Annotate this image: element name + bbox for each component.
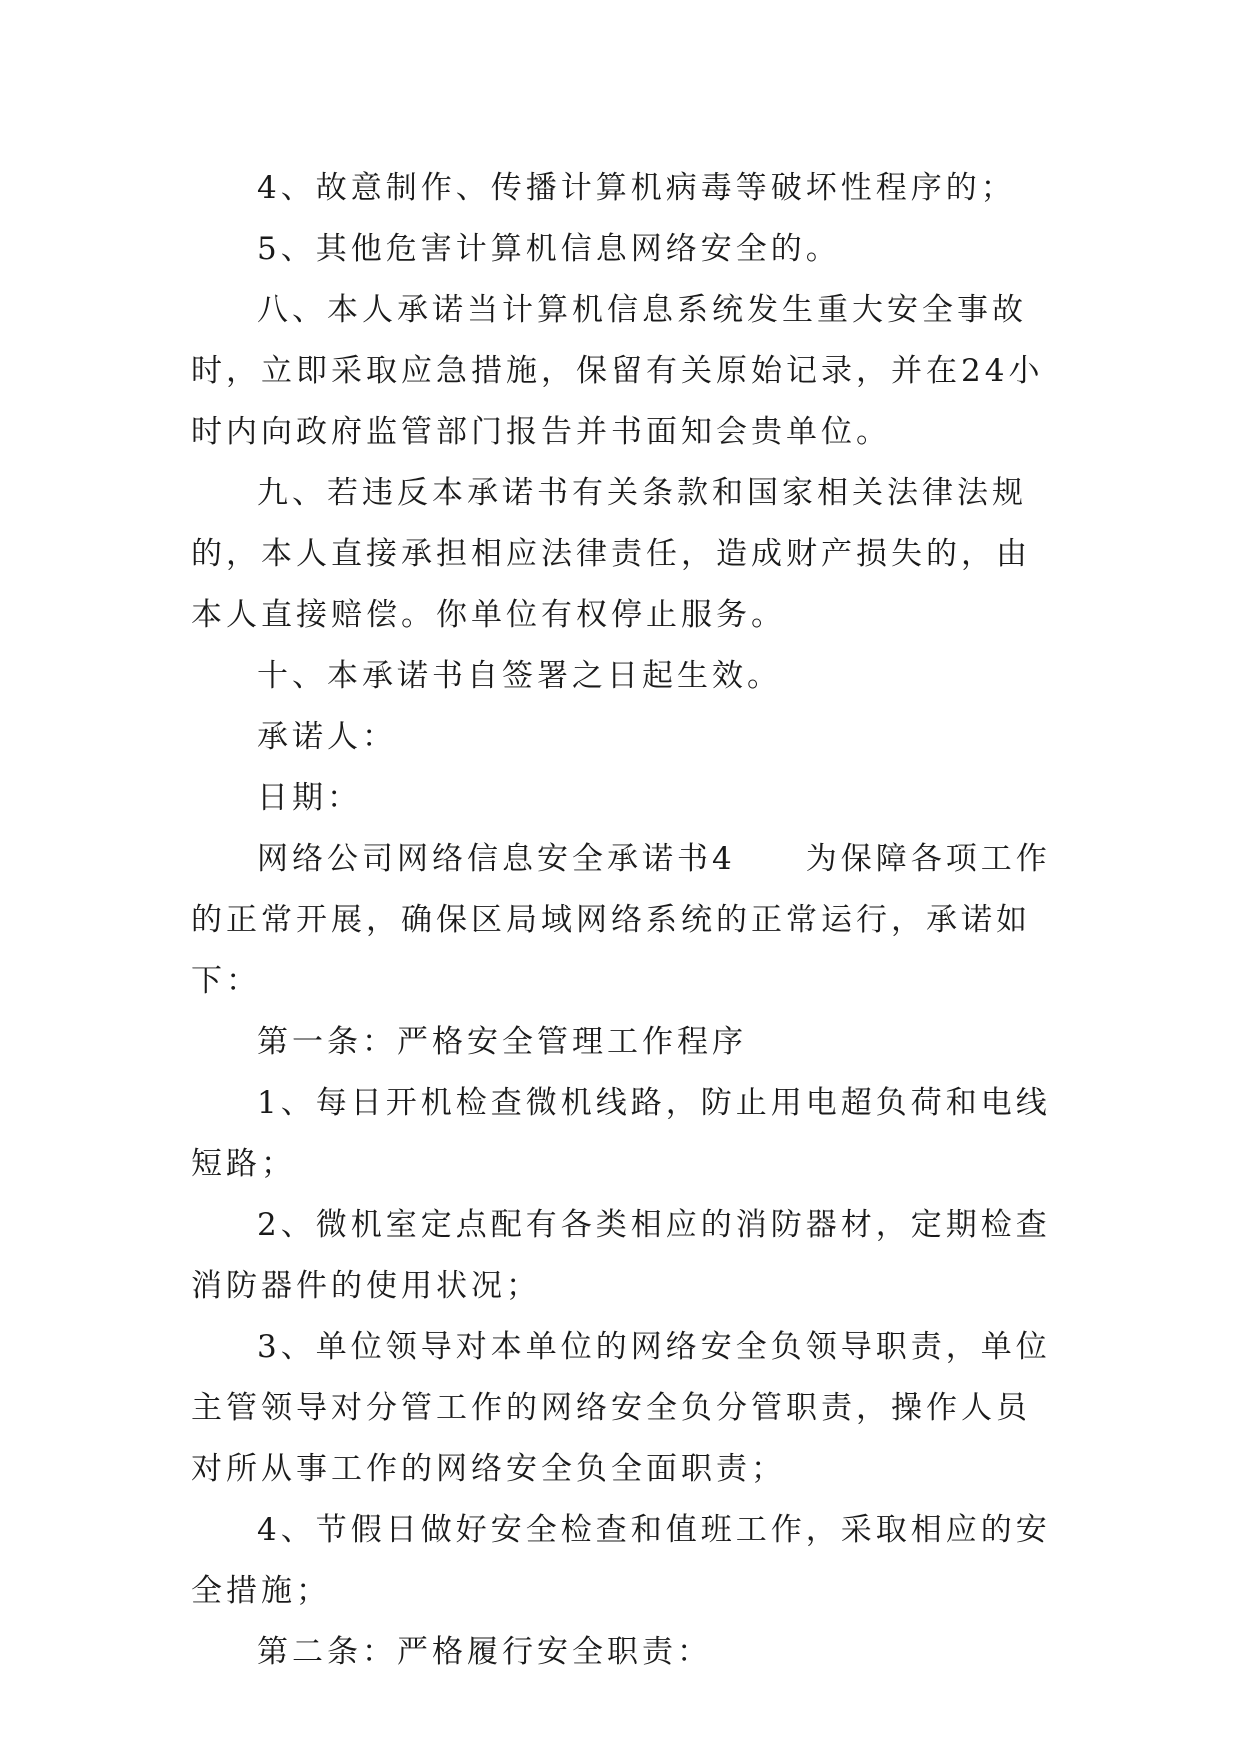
- article-1-item-3: 3、单位领导对本单位的网络安全负领导职责，单位主管领导对分管工作的网络安全负分管职责，操作人员对所从事工作的网络安全负全面职责；: [191, 1329, 1051, 1487]
- article-1-item-4: 4、节假日做好安全检查和值班工作，采取相应的安全措施；: [191, 1512, 1051, 1609]
- signatory-line: 承诺人：: [257, 719, 397, 755]
- paragraph-item-5: 5、其他危害计算机信息网络安全的。: [257, 231, 841, 267]
- paragraph-item-4: 4、故意制作、传播计算机病毒等破坏性程序的；: [257, 170, 1016, 206]
- article-1-item-1: 1、每日开机检查微机线路，防止用电超负荷和电线短路；: [191, 1085, 1051, 1182]
- article-2-heading: 第二条：严格履行安全职责：: [257, 1634, 712, 1670]
- paragraph-clause-10: 十、本承诺书自签署之日起生效。: [257, 658, 782, 694]
- article-1-item-2: 2、微机室定点配有各类相应的消防器材，定期检查消防器件的使用状况；: [191, 1207, 1051, 1304]
- date-line: 日期：: [257, 780, 362, 816]
- second-document-intro: 网络公司网络信息安全承诺书4 为保障各项工作的正常开展，确保区局域网络系统的正常运行，承诺如下：: [191, 841, 1051, 999]
- article-1-heading: 第一条：严格安全管理工作程序: [257, 1024, 747, 1060]
- document-body: [191, 158, 1061, 1683]
- paragraph-clause-9: 九、若违反本承诺书有关条款和国家相关法律法规的，本人直接承担相应法律责任，造成财产损失的，由本人直接赔偿。你单位有权停止服务。: [191, 475, 1031, 633]
- paragraph-clause-8: 八、本人承诺当计算机信息系统发生重大安全事故时，立即采取应急措施，保留有关原始记录，并在24小时内向政府监管部门报告并书面知会贵单位。: [191, 292, 1044, 450]
